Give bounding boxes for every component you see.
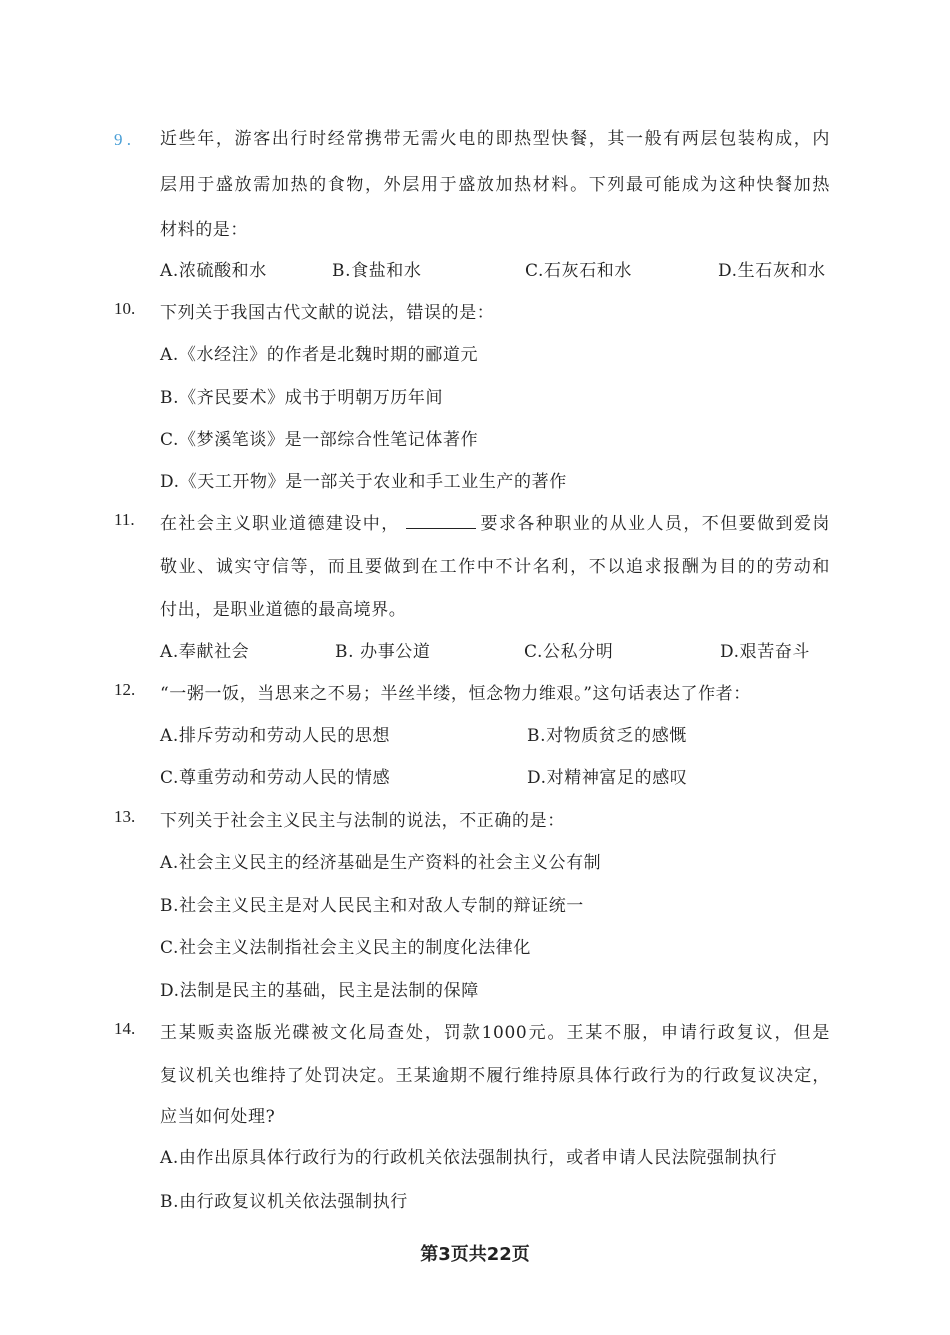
option-b: B.社会主义民主是对人民民主和对敌人专制的辩证统一 [160, 896, 584, 916]
answer-blank [406, 514, 476, 529]
question-text-line: 材料的是： [160, 220, 248, 240]
question-stem: 下列关于社会主义民主与法制的说法，不正确的是： [160, 811, 565, 831]
option-c: C.《梦溪笔谈》是一部综合性笔记体著作 [160, 430, 479, 450]
question-number: 9 . [114, 130, 131, 149]
question-number: 12. [114, 680, 136, 699]
option-a: A.奉献社会 [160, 642, 250, 662]
option-b: B.《齐民要术》成书于明朝万历年间 [160, 388, 444, 408]
option-d: D.《天工开物》是一部关于农业和手工业生产的著作 [160, 472, 567, 492]
option-a: A.浓硫酸和水 [160, 261, 267, 281]
option-c: C.尊重劳动和劳动人民的情感 [160, 768, 391, 788]
option-c: C.石灰石和水 [525, 261, 633, 281]
option-d: D.艰苦奋斗 [720, 642, 811, 662]
option-c: C.公私分明 [524, 642, 614, 662]
question-number: 10. [114, 299, 136, 318]
option-b: B. 办事公道 [335, 642, 431, 662]
question-stem: “一粥一饭，当思来之不易；半丝半缕，恒念物力维艰。”这句话表达了作者： [160, 684, 751, 704]
question-text-segment: 在社会主义职业道德建设中， [160, 514, 400, 534]
question-text-line: 付出，是职业道德的最高境界。 [160, 600, 407, 620]
option-d: D.法制是民主的基础，民主是法制的保障 [160, 981, 479, 1001]
question-text-segment: 要求各种职业的从业人员，不但要做到爱岗 [479, 514, 830, 534]
question-text-line: 王某贩卖盗版光碟被文化局查处，罚款1000元。王某不服，申请行政复议，但是 [160, 1023, 830, 1043]
question-text-line [160, 509, 830, 534]
option-b: B.对物质贫乏的感慨 [527, 726, 687, 746]
question-text-line: 敬业、诚实守信等，而且要做到在工作中不计名利，不以追求报酬为目的的劳动和 [160, 557, 830, 577]
option-d: D.对精神富足的感叹 [527, 768, 688, 788]
question-text-line: 近些年，游客出行时经常携带无需火电的即热型快餐，其一般有两层包装构成，内 [160, 129, 830, 149]
option-a: A.《水经注》的作者是北魏时期的郦道元 [160, 345, 479, 365]
option-a: A.社会主义民主的经济基础是生产资料的社会主义公有制 [160, 853, 602, 873]
option-b: B.由行政复议机关依法强制执行 [160, 1192, 408, 1212]
option-a: A.排斥劳动和劳动人民的思想 [160, 726, 391, 746]
question-text-line: 应当如何处理? [160, 1107, 276, 1127]
option-d: D.生石灰和水 [718, 261, 826, 281]
page-number-footer: 第3页共22页 [420, 1244, 530, 1265]
question-number: 11. [114, 510, 135, 529]
option-c: C.社会主义法制指社会主义民主的制度化法律化 [160, 938, 532, 958]
option-b: B.食盐和水 [332, 261, 422, 281]
option-a: A.由作出原具体行政行为的行政机关依法强制执行，或者申请人民法院强制执行 [160, 1148, 778, 1168]
question-number: 14. [114, 1019, 136, 1038]
question-stem: 下列关于我国古代文献的说法，错误的是： [160, 303, 495, 323]
question-text-line: 复议机关也维持了处罚决定。王某逾期不履行维持原具体行政行为的行政复议决定， [160, 1066, 830, 1086]
question-number: 13. [114, 807, 136, 826]
question-text-line: 层用于盛放需加热的食物，外层用于盛放加热材料。下列最可能成为这种快餐加热 [160, 175, 830, 195]
